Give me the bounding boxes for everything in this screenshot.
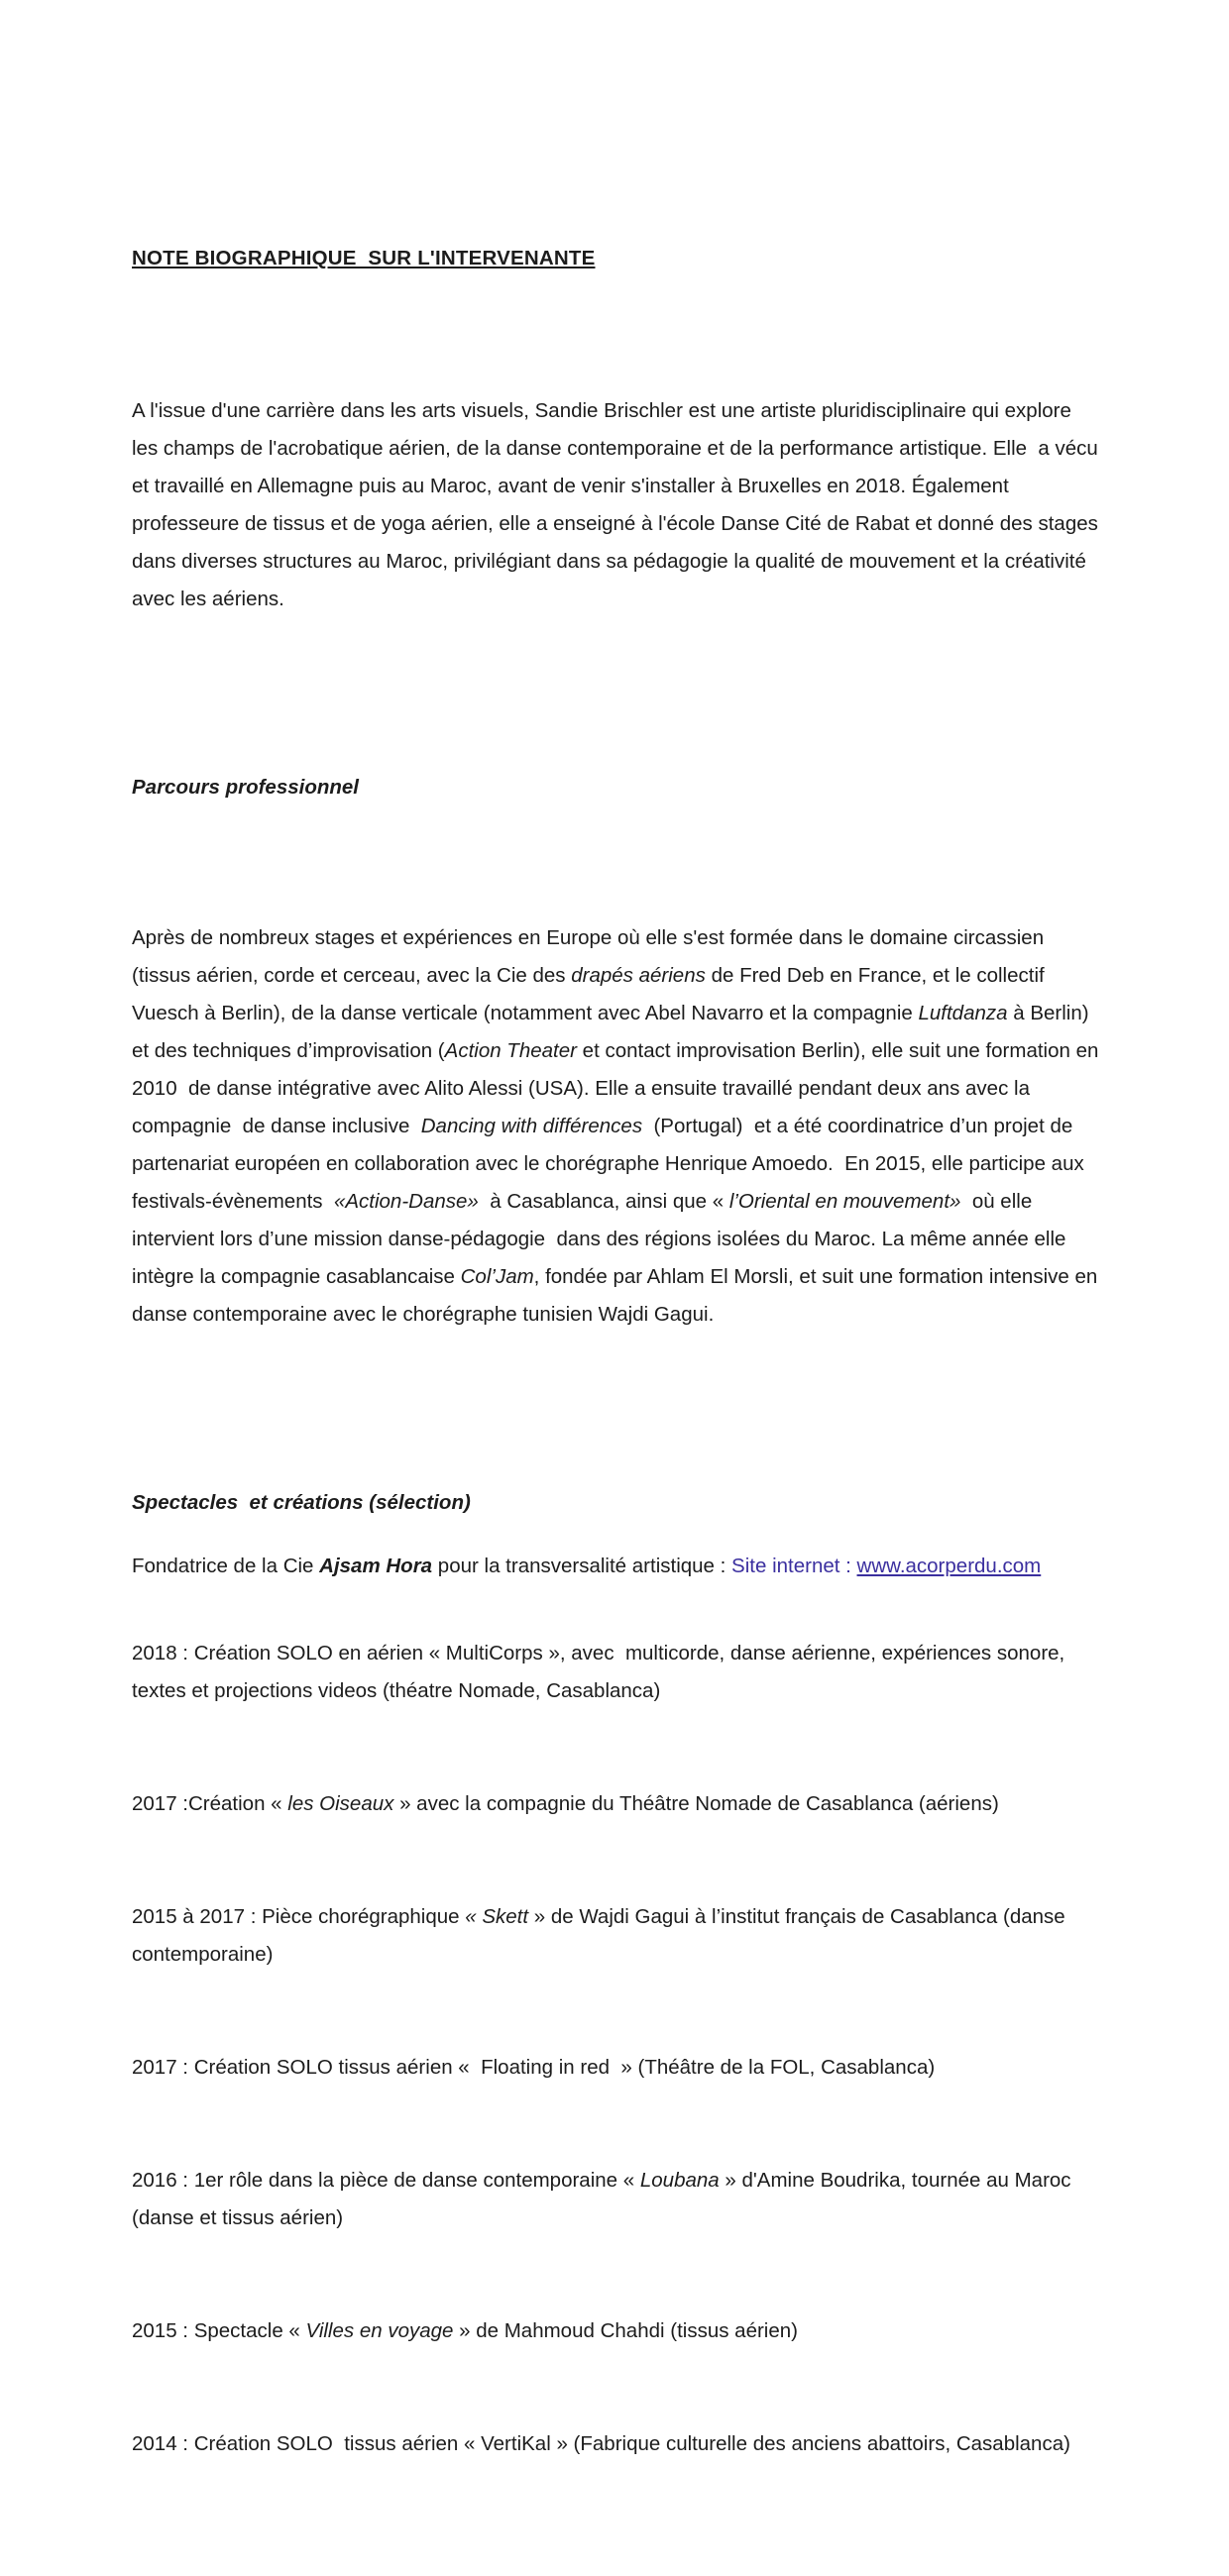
text-run: 2018 : Création SOLO en aérien « MultiCorps », avec multicorde, danse aérienne, expériences sonore, textes et projections videos (théatre Nomade, Casablanca) [132, 1642, 1070, 1702]
show-item-2017-floating-in-red [132, 2049, 1100, 2087]
text-run: Ajsam Hora [319, 1555, 433, 1577]
text-run: » de Mahmoud Chahdi (tissus aérien) [453, 2319, 798, 2342]
text-run: où elle intervient lors d’une mission danse-pédagogie dans des régions isolées du Maroc. La même année elle intègre la compagnie casablancaise [132, 1190, 1072, 1288]
footer-text [132, 1555, 857, 1577]
text-run: 2014 : Création SOLO tissus aérien « VertiKal » (Fabrique culturelle des anciens abattoirs, Casablanca) [132, 2432, 1070, 2455]
text-run: » d'Amine Boudrika, tournée au Maroc (danse et tissus aérien) [132, 2169, 1077, 2229]
text-run: 2017 : Création SOLO tissus aérien « Floating in red » (Théâtre de la FOL, Casablanca) [132, 2056, 936, 2079]
text-run: Luftdanza [918, 1002, 1008, 1024]
show-item-2016-loubana [132, 2162, 1100, 2237]
text-run: et contact improvisation Berlin), elle suit une formation en 2010 de danse intégrative avec Alito Alessi (USA). Elle a ensuite travaillé pendant deux ans avec la compagnie de danse inclusive [132, 1039, 1105, 1137]
intro-paragraph [132, 392, 1104, 618]
text-run: Fondatrice de la Cie [132, 1555, 320, 1577]
career-heading: Parcours professionnel [132, 776, 359, 799]
text-run: » avec la compagnie du Théâtre Nomade de Casablanca (aériens) [393, 1792, 999, 1815]
show-item-2017-les-oiseaux [132, 1785, 1100, 1823]
text-run: Villes en voyage [305, 2319, 454, 2342]
footer [132, 1548, 1110, 1585]
show-item-2014-vertikal [132, 2425, 1100, 2463]
text-run: , fondée par Ahlam El Morsli, et suit une formation intensive en danse contemporaine avec le chorégraphe tunisien Wajdi Gagui. [132, 1265, 1103, 1326]
text-run: de Fred Deb en France, et le collectif Vuesch à Berlin), de la danse verticale (notamment avec Abel Navarro et la compagnie [132, 964, 1051, 1024]
text-run: Après de nombreux stages et expériences en Europe où elle s'est formée dans le domaine circassien (tissus aérien, corde et cerceau, avec la Cie des [132, 926, 1050, 987]
text-run: à Berlin) et des techniques d’improvisation ( [132, 1002, 1100, 1062]
website-link[interactable]: www.acorperdu.com [856, 1555, 1042, 1577]
text-run: Site internet : [731, 1555, 857, 1577]
text-run: Loubana [639, 2169, 720, 2192]
text-run: Col’Jam [460, 1265, 534, 1288]
text-run: Dancing with différences [420, 1115, 643, 1137]
text-run: drapés aériens [571, 964, 706, 987]
text-run: à Casablanca, ainsi que « [478, 1190, 729, 1213]
text-run: les Oiseaux [287, 1792, 394, 1815]
career-paragraph [132, 919, 1105, 1334]
text-run: pour la transversalité artistique : [432, 1555, 732, 1577]
text-run: (Portugal) et a été coordinatrice d’un projet de partenariat européen en collaboration avec le chorégraphe Henrique Amoedo. En 2015, elle participe aux festivals-évènements [132, 1115, 1090, 1213]
show-item-2018-multicorps [132, 1635, 1100, 1710]
text-run: 2015 : Spectacle « [132, 2319, 306, 2342]
text-run: 2017 :Création « [132, 1792, 288, 1815]
text-run: A l'issue d'une carrière dans les arts visuels, Sandie Brischler est une artiste pluridisciplinaire qui explore les champs de l'acrobatique aérien, de la danse contemporaine et de la performance artistique. Elle a vécu et travaillé en Allemagne puis au Maroc, avant de venir s'installer à Bruxelles en 2018. Également professeure de tissus et de yoga aérien, elle a enseigné à l'école Danse Cité de Rabat et donné des stages dans diverses structures au Maroc, privilégiant dans sa pédagogie la qualité de mouvement et la créativité avec les aériens. [132, 399, 1104, 610]
show-item-2015-2017-skett [132, 1898, 1100, 1974]
text-run: Action Theater [444, 1039, 577, 1062]
text-run: » de Wajdi Gagui à l’institut français de Casablanca (danse contemporaine) [132, 1905, 1071, 1966]
text-run: « Skett [465, 1905, 529, 1928]
shows-heading: Spectacles et créations (sélection) [132, 1491, 471, 1514]
show-item-2015-villes-en-voyage [132, 2312, 1100, 2350]
text-run: 2015 à 2017 : Pièce chorégraphique [132, 1905, 466, 1928]
text-run: «Action-Danse» [333, 1190, 479, 1213]
text-run: 2016 : 1er rôle dans la pièce de danse contemporaine « [132, 2169, 640, 2192]
text-run: l’Oriental en mouvement» [728, 1190, 961, 1213]
document-title: NOTE BIOGRAPHIQUE SUR L'INTERVENANTE [132, 247, 596, 269]
